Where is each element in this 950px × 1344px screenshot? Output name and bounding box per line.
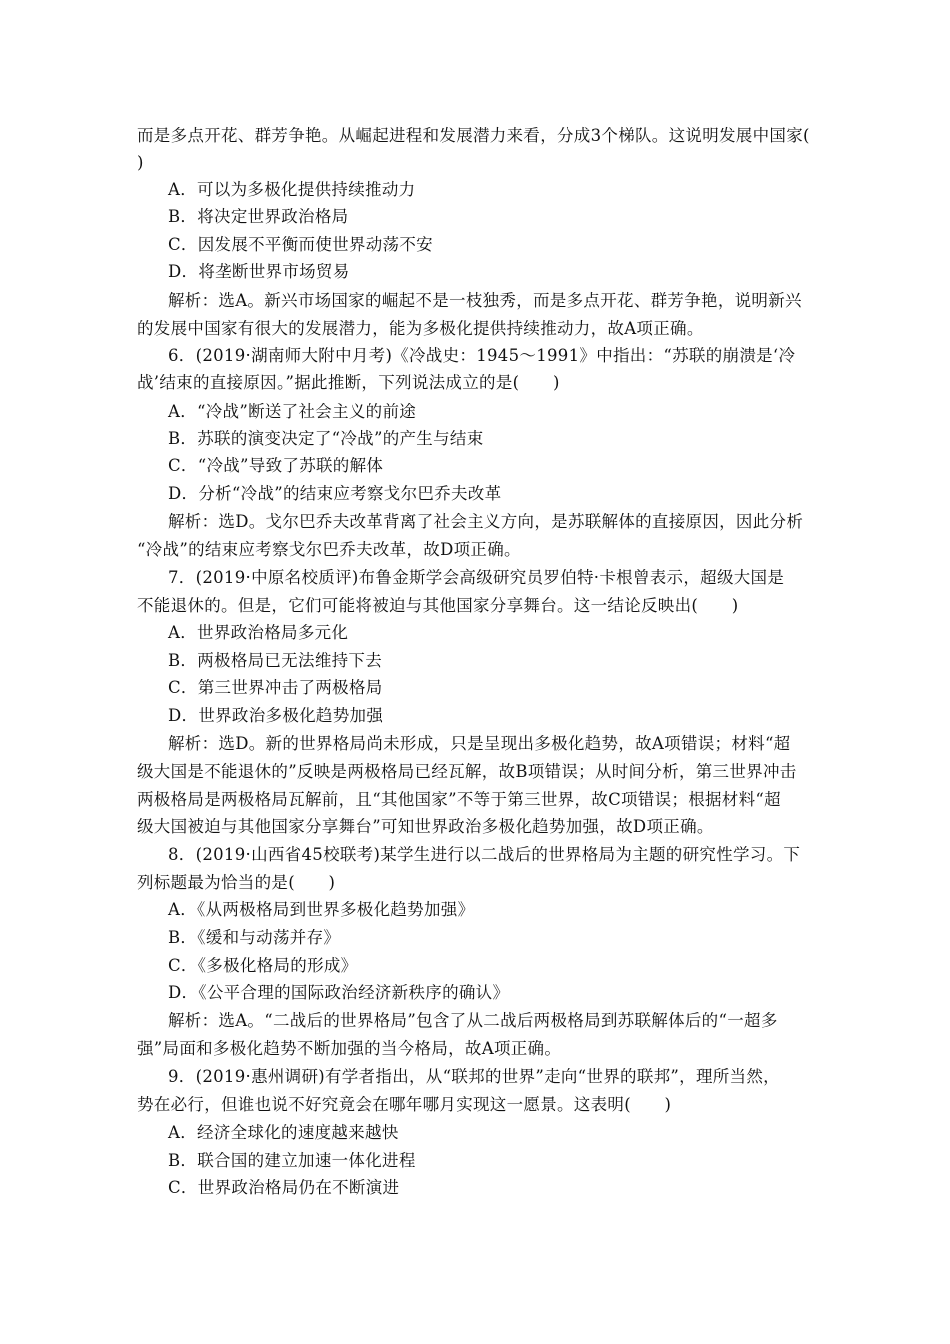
analysis-text: 解析：选A。“二战后的世界格局”包含了从二战后两极格局到苏联解体后的“一超多	[168, 1011, 778, 1030]
option-a: A．经济全球化的速度越来越快	[168, 1123, 399, 1142]
question-8-stem: 8．(2019·山西省45校联考)某学生进行以二战后的世界格局为主题的研究性学习。下	[168, 845, 801, 864]
option-c: C．“冷战”导致了苏联的解体	[168, 456, 384, 475]
analysis-text: 级大国被迫与其他国家分享舞台”可知世界政治多极化趋势加强，故D项正确。	[137, 817, 714, 836]
analysis-text: 级大国是不能退休的”反映是两极格局已经瓦解，故B项错误；从时间分析，第三世界冲击	[137, 762, 797, 781]
option-a: A．《从两极格局到世界多极化趋势加强》	[168, 900, 475, 919]
analysis-text: 的发展中国家有很大的发展潜力，能为多极化提供持续推动力，故A项正确。	[137, 319, 704, 338]
question-7-stem: 不能退休的。但是，它们可能将被迫与其他国家分享舞台。这一结论反映出( )	[137, 596, 739, 615]
option-d: D．分析“冷战”的结束应考察戈尔巴乔夫改革	[168, 484, 502, 503]
analysis-text: 解析：选D。新的世界格局尚未形成，只是呈现出多极化趋势，故A项错误；材料“超	[168, 734, 791, 753]
analysis-text: “冷战”的结束应考察戈尔巴乔夫改革，故D项正确。	[137, 540, 521, 559]
question-6-stem: 6．(2019·湖南师大附中月考)《冷战史：1945～1991》中指出：“苏联的崩溃是‘冷	[168, 346, 796, 365]
option-b: B．《缓和与动荡并存》	[168, 928, 341, 947]
option-b: B．联合国的建立加速一体化进程	[168, 1151, 416, 1170]
option-d: D．世界政治多极化趋势加强	[168, 706, 384, 725]
question-7-stem: 7．(2019·中原名校质评)布鲁金斯学会高级研究员罗伯特·卡根曾表示，超级大国是	[168, 568, 785, 587]
analysis-text: 解析：选A。新兴市场国家的崛起不是一枝独秀，而是多点开花、群芳争艳，说明新兴	[168, 291, 802, 310]
option-c: C．世界政治格局仍在不断演进	[168, 1178, 400, 1197]
option-a: A．可以为多极化提供持续推动力	[168, 180, 416, 199]
analysis-text: 解析：选D。戈尔巴乔夫改革背离了社会主义方向，是苏联解体的直接原因，因此分析	[168, 512, 804, 531]
option-c: C．第三世界冲击了两极格局	[168, 678, 383, 697]
option-a: A．世界政治格局多元化	[168, 623, 349, 642]
analysis-text: 两极格局是两极格局瓦解前，且“其他国家”不等于第三世界，故C项错误；根据材料“超	[137, 790, 781, 809]
option-d: D．《公平合理的国际政治经济新秩序的确认》	[168, 983, 510, 1002]
option-c: C．因发展不平衡而使世界动荡不安	[168, 235, 433, 254]
text-line: 而是多点开花、群芳争艳。从崛起进程和发展潜力来看，分成3个梯队。这说明发展中国家(	[137, 126, 810, 145]
option-b: B．苏联的演变决定了“冷战”的产生与结束	[168, 429, 484, 448]
question-8-stem: 列标题最为恰当的是( )	[137, 873, 336, 892]
question-6-stem: 战’结束的直接原因。”据此推断，下列说法成立的是( )	[137, 373, 560, 392]
option-d: D．将垄断世界市场贸易	[168, 262, 350, 281]
question-9-stem: 势在必行，但谁也说不好究竟会在哪年哪月实现这一愿景。这表明( )	[137, 1095, 672, 1114]
option-b: B．两极格局已无法维持下去	[168, 651, 383, 670]
option-a: A．“冷战”断送了社会主义的前途	[168, 402, 417, 421]
option-c: C．《多极化格局的形成》	[168, 956, 358, 975]
text-line: )	[137, 153, 144, 172]
option-b: B．将决定世界政治格局	[168, 207, 349, 226]
question-9-stem: 9．(2019·惠州调研)有学者指出，从“联邦的世界”走向“世界的联邦”，理所当然，	[168, 1067, 780, 1086]
analysis-text: 强”局面和多极化趋势不断加强的当今格局，故A项正确。	[137, 1039, 562, 1058]
